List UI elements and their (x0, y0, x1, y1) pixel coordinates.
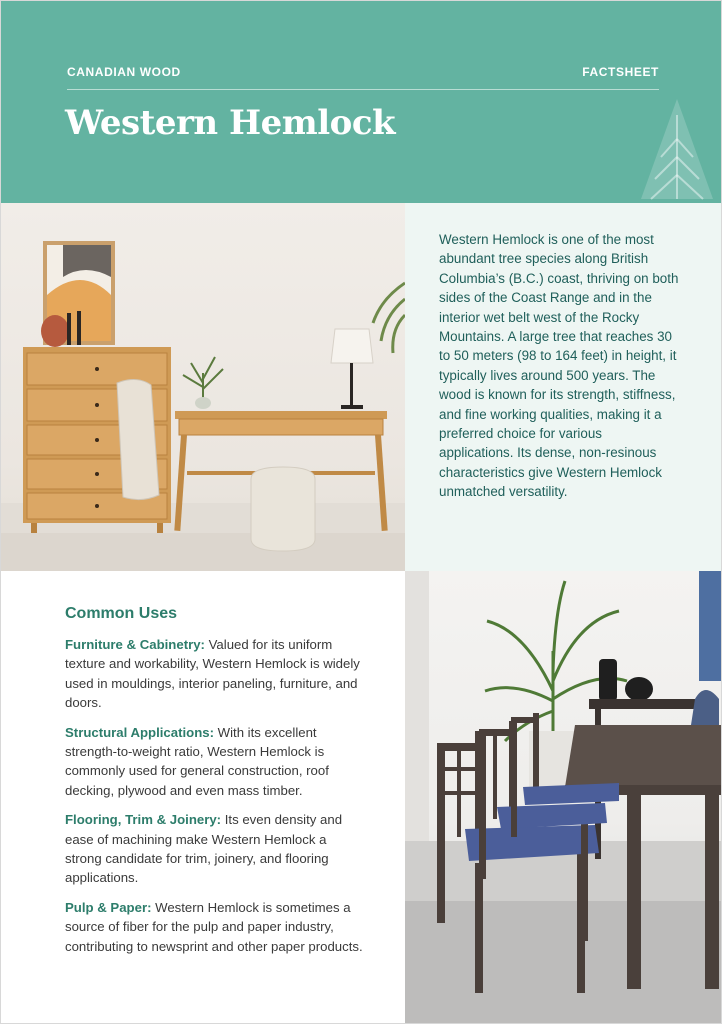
header-divider (67, 89, 659, 90)
intro-paragraph: Western Hemlock is one of the most abundant tree species along British Columbia’s (B.C.) coast, thriving on both sides of the Coast Range and in the interior wet belt west of the Rocky Mountains. A large tree that reaches 30 to 50 meters (98 to 164 feet) in height, it typically lives around 500 years. The wood is known for its strength, stiffness, and fine working qualities, making it a preferred choice for various applications. Its dense, non-resinous characteristics give Western Hemlock unmatched versatility. (439, 232, 679, 500)
use-item-flooring (65, 810, 365, 888)
use-label: Flooring, Trim & Joinery: (65, 812, 222, 828)
use-item-structural (65, 723, 365, 801)
bedroom-furniture-photo (1, 203, 405, 571)
use-text: Western Hemlock is sometimes a source of fiber for the pulp and paper industry, contributing to newsprint and other paper products. (65, 899, 363, 954)
use-label: Pulp & Paper: (65, 899, 152, 915)
use-text: Valued for its uniform texture and workability, Western Hemlock is widely used in mouldings, interior paneling, furniture, and doors. (65, 637, 360, 711)
common-uses-section (65, 605, 365, 966)
use-text: With its excellent strength-to-weight ratio, Western Hemlock is commonly used for general construction, roof decking, plywood and even mass timber. (65, 724, 329, 798)
common-uses-heading: Common Uses (65, 605, 178, 622)
dining-set-photo (405, 571, 722, 1024)
page-title: Western Hemlock (65, 103, 396, 143)
use-item-furniture (65, 635, 365, 713)
use-label: Structural Applications: (65, 724, 214, 740)
header-band (1, 1, 722, 223)
leaf-icon (637, 95, 717, 203)
dining-set-illustration (405, 571, 722, 1024)
use-label: Furniture & Cabinetry: (65, 637, 205, 652)
use-item-pulp (65, 898, 365, 956)
category-label: CANADIAN WOOD (67, 65, 181, 79)
use-text: Its even density and ease of machining make Western Hemlock a strong candidate for trim, joinery, and flooring applications. (65, 812, 343, 886)
doc-type-label: FACTSHEET (582, 65, 659, 79)
bedroom-furniture-illustration (1, 203, 405, 571)
